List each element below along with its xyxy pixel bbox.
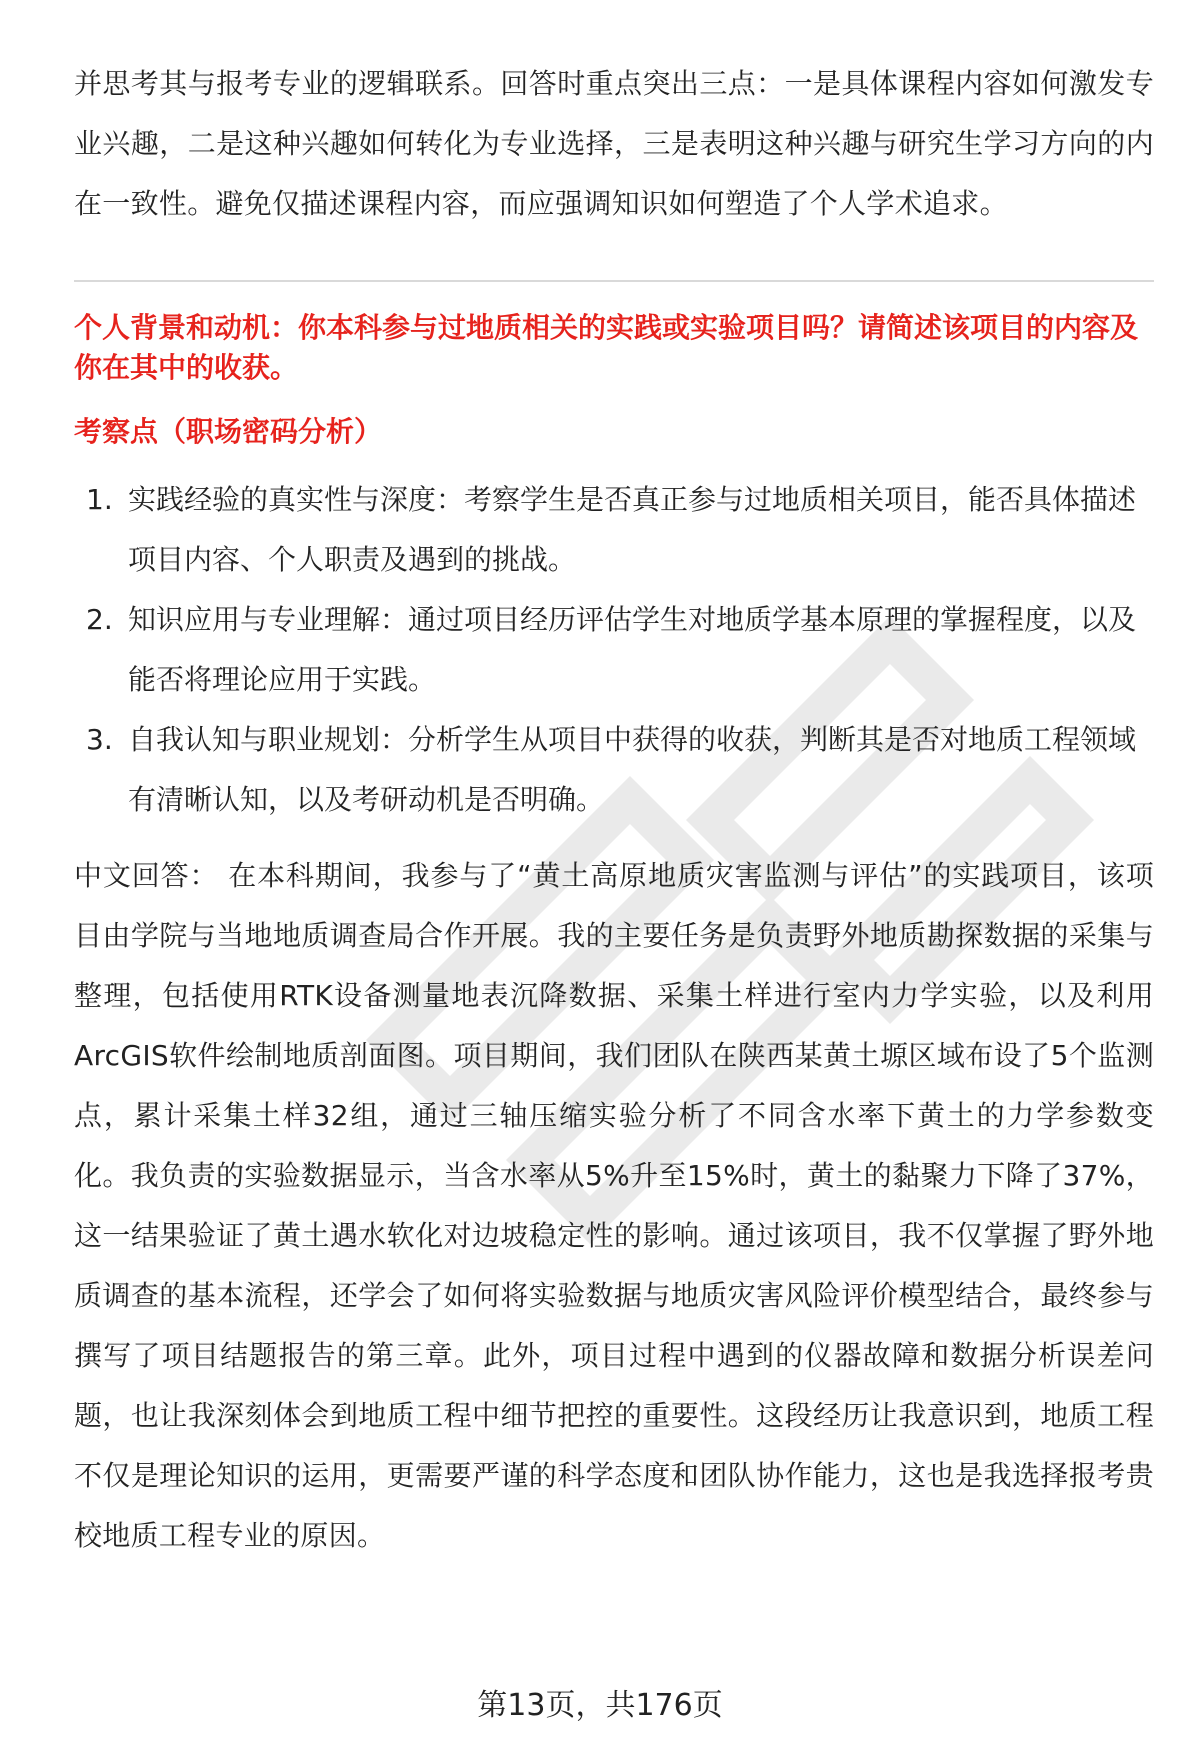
- page-number-footer: 第13页，共176页: [477, 1688, 723, 1723]
- question-heading: 个人背景和动机：你本科参与过地质相关的实践或实验项目吗？请简述该项目的内容及你在其中的收获。: [74, 311, 1139, 384]
- list-item: [74, 590, 1154, 710]
- list-item-number: 1.: [86, 483, 113, 516]
- answer-paragraph: 中文回答： 在本科期间，我参与了“黄土高原地质灾害监测与评估”的实践项目，该项目由学院与当地地质调查局合作开展。我的主要任务是负责野外地质勘探数据的采集与整理，包括使用RTK设备测量地表沉降数据、采集土样进行室内力学实验，以及利用ArcGIS软件绘制地质剖面图。项目期间，我们团队在陕西某黄土塬区域布设了5个监测点，累计采集土样32组，通过三轴压缩实验分析了不同含水率下黄土的力学参数变化。我负责的实验数据显示，当含水率从5%升至15%时，黄土的黏聚力下降了37%，这一结果验证了黄土遇水软化对边坡稳定性的影响。通过该项目，我不仅掌握了野外地质调查的基本流程，还学会了如何将实验数据与地质灾害风险评价模型结合，最终参与撰写了项目结题报告的第三章。此外，项目过程中遇到的仪器故障和数据分析误差问题，也让我深刻体会到地质工程中细节把控的重要性。这段经历让我意识到，地质工程不仅是理论知识的运用，更需要严谨的科学态度和团队协作能力，这也是我选择报考贵校地质工程专业的原因。: [74, 859, 1154, 1552]
- list-item-text: 知识应用与专业理解：通过项目经历评估学生对地质学基本原理的掌握程度，以及能否将理论应用于实践。: [128, 603, 1137, 696]
- list-item: [74, 470, 1154, 590]
- list-item: [74, 710, 1154, 830]
- intro-paragraph: 并思考其与报考专业的逻辑联系。回答时重点突出三点：一是具体课程内容如何激发专业兴趣，二是这种兴趣如何转化为专业选择，三是表明这种兴趣与研究生学习方向的内在一致性。避免仅描述课程内容，而应强调知识如何塑造了个人学术追求。: [74, 67, 1154, 220]
- list-item-number: 3.: [86, 723, 113, 756]
- section-divider: [74, 280, 1154, 282]
- list-item-text: 自我认知与职业规划：分析学生从项目中获得的收获，判断其是否对地质工程领域有清晰认知，以及考研动机是否明确。: [128, 723, 1137, 816]
- list-item-number: 2.: [86, 603, 113, 636]
- assessment-points-list: [74, 470, 1154, 830]
- list-item-text: 实践经验的真实性与深度：考察学生是否真正参与过地质相关项目，能否具体描述项目内容、个人职责及遇到的挑战。: [128, 483, 1137, 576]
- main-content: [74, 54, 1154, 1566]
- assessment-subheading: 考察点（职场密码分析）: [74, 415, 383, 448]
